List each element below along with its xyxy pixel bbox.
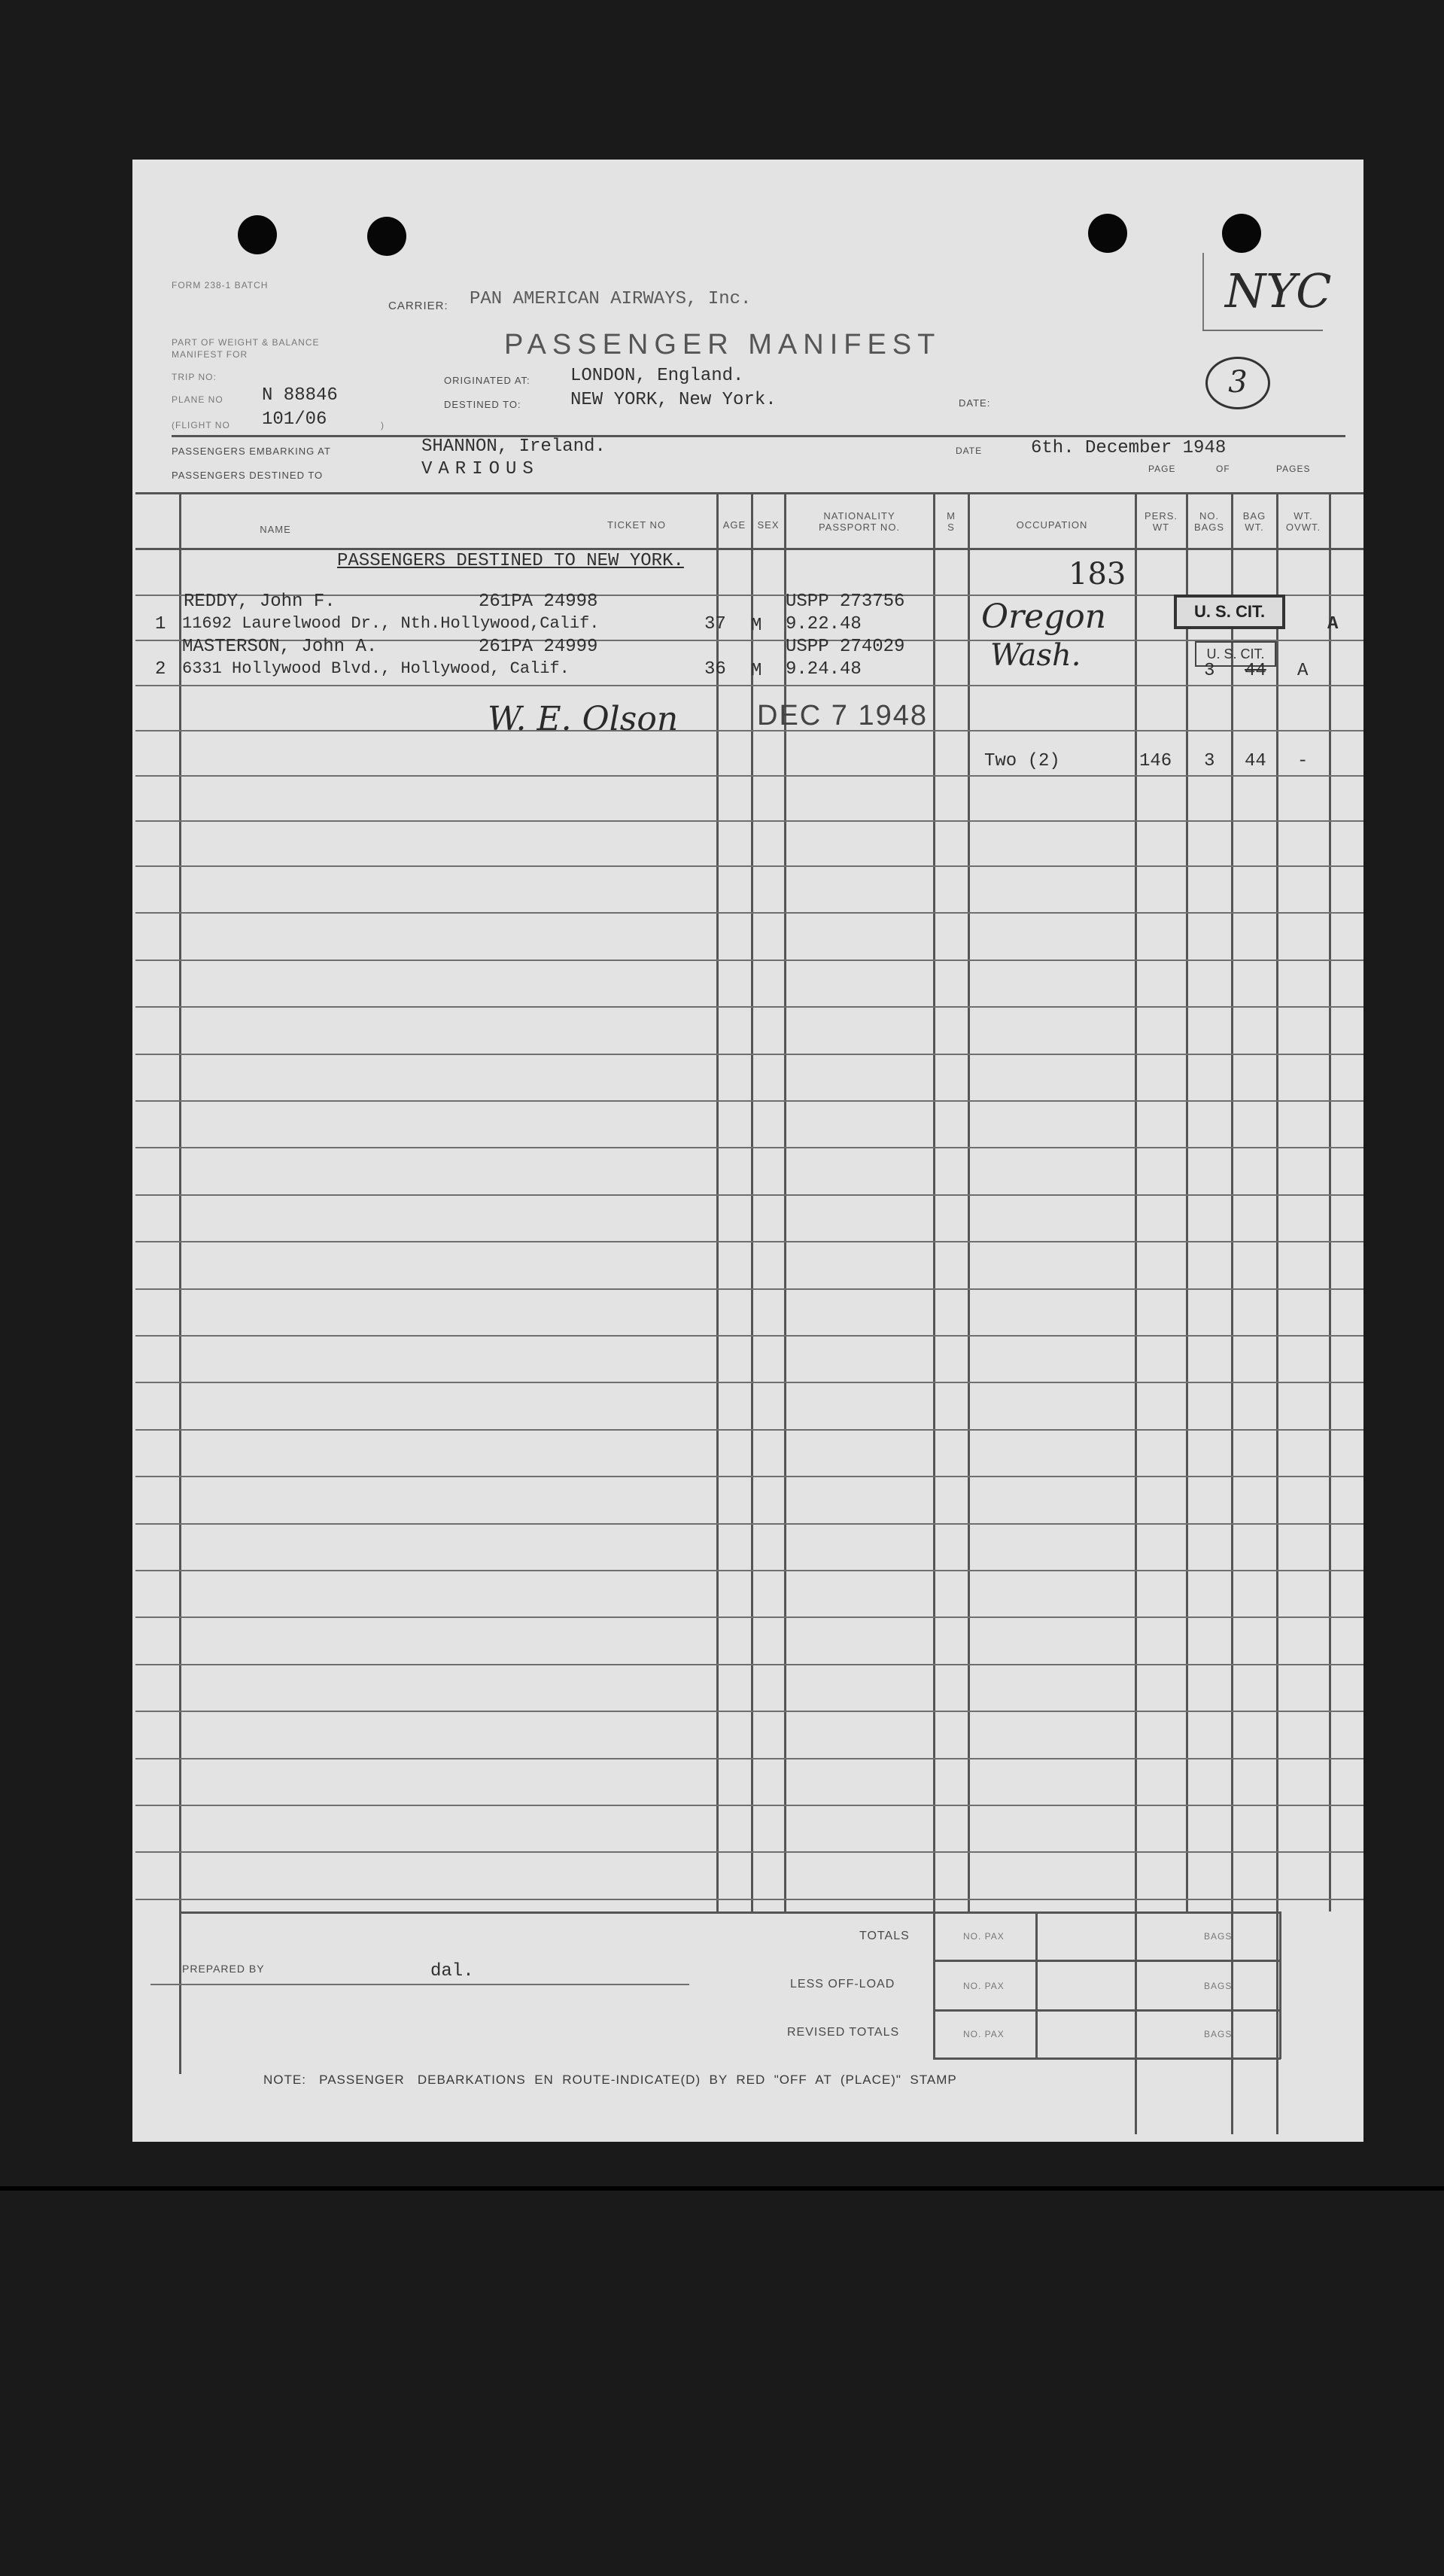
col-line	[1186, 492, 1188, 1911]
destined-value: NEW YORK, New York.	[570, 390, 777, 410]
total-pers-wt: 146	[1139, 751, 1172, 771]
total-bags: 3	[1204, 751, 1215, 771]
passenger-name: REDDY, John F.	[184, 592, 336, 612]
col-header-wt-ovwt-2: OVWT.	[1285, 522, 1321, 533]
totals-box-line	[933, 1911, 935, 2059]
col-header-ms-1: M	[947, 510, 956, 522]
row-rule	[135, 1288, 1363, 1290]
col-header-sex: SEX	[757, 519, 780, 531]
revised-totals-label: REVISED TOTALS	[787, 2026, 900, 2039]
total-ovwt: -	[1297, 751, 1309, 771]
total-passengers: Two (2)	[984, 751, 1060, 771]
passenger-ovwt: A	[1327, 614, 1339, 634]
of-label: OF	[1216, 464, 1230, 474]
row-rule	[135, 685, 1363, 686]
nyc-box-left	[1202, 253, 1204, 330]
row-rule	[135, 912, 1363, 914]
row-rule	[135, 960, 1363, 961]
destined-label: DESTINED TO:	[444, 399, 521, 410]
col-header-pers-wt	[1136, 510, 1186, 533]
totals-box-rule	[933, 2009, 1281, 2012]
flight-no-label: (FLIGHT NO	[172, 420, 230, 430]
passenger-passport: USPP 273756	[786, 592, 905, 612]
col-line	[1276, 492, 1278, 2134]
row-rule	[135, 1570, 1363, 1571]
col-line	[1135, 492, 1137, 2134]
row-rule	[135, 820, 1363, 822]
totals-box-line	[1035, 1911, 1038, 2059]
col-header-age: AGE	[722, 519, 746, 531]
signature: W. E. Olson	[488, 700, 679, 738]
row-rule	[135, 1805, 1363, 1806]
passenger-ticket: 261PA 24999	[479, 637, 598, 657]
row-rule	[135, 865, 1363, 867]
col-header-wt-ovwt-1: WT.	[1294, 510, 1313, 522]
col-header-occupation: OCCUPATION	[1016, 519, 1088, 531]
originated-value: LONDON, England.	[570, 366, 744, 386]
passenger-bag-wt: 44	[1245, 661, 1266, 681]
passenger-bags: 3	[1204, 661, 1215, 681]
col-header-name: NAME	[260, 524, 291, 535]
col-header-no-bags-1: NO.	[1199, 510, 1220, 522]
row-rule	[135, 1100, 1363, 1102]
carrier-label: CARRIER:	[388, 300, 448, 312]
totals-box-rule	[933, 1960, 1281, 1962]
col-header-wt-ovwt	[1278, 510, 1329, 533]
punch-hole	[1222, 214, 1261, 253]
col-header-bag-wt	[1233, 510, 1276, 533]
row-rule	[135, 1711, 1363, 1712]
passenger-age: 36	[704, 659, 726, 680]
prepared-by-value: dal.	[430, 1961, 474, 1981]
plane-no-label: PLANE NO	[172, 394, 223, 405]
col-line	[968, 492, 970, 1911]
col-header-bag-wt-1: BAG	[1242, 510, 1266, 522]
passenger-passport-date: 9.22.48	[786, 614, 862, 634]
passenger-address: 6331 Hollywood Blvd., Hollywood, Calif.	[182, 659, 570, 678]
col-line	[1329, 492, 1331, 1911]
row-rule	[135, 1006, 1363, 1008]
row-rule	[135, 1758, 1363, 1759]
col-header-nationality-1: NATIONALITY	[823, 510, 895, 522]
no-pax-label: NO. PAX	[963, 1981, 1005, 1991]
row-rule	[135, 775, 1363, 777]
date-stamp: DEC 7 1948	[757, 700, 929, 731]
row-rule	[135, 1899, 1363, 1900]
table-bottom-rule	[179, 1911, 1007, 1914]
embarking-label: PASSENGERS EMBARKING AT	[172, 446, 331, 457]
pages-label: PAGES	[1276, 464, 1311, 474]
col-header-no-bags-2: BAGS	[1193, 522, 1225, 533]
col-header-no-bags	[1187, 510, 1231, 533]
col-header-nationality-2: PASSPORT NO.	[818, 522, 901, 533]
destined-to-label: PASSENGERS DESTINED TO	[172, 470, 324, 481]
originated-label: ORIGINATED AT:	[444, 375, 530, 386]
bags-label: BAGS	[1204, 1931, 1233, 1942]
passenger-ticket: 261PA 24998	[479, 592, 598, 612]
row-rule	[135, 1664, 1363, 1665]
prepared-by-label: PREPARED BY	[182, 1963, 265, 1975]
punch-hole	[238, 215, 277, 254]
passenger-ovwt: A	[1297, 661, 1309, 681]
flight-no-value: 101/06	[262, 409, 327, 430]
handwritten-page-number: 3	[1205, 357, 1270, 409]
carrier-value: PAN AMERICAN AIRWAYS, Inc.	[470, 289, 752, 309]
col-header-ms-2: S	[947, 522, 955, 533]
col-header-bag-wt-2: WT.	[1245, 522, 1264, 533]
row-rule	[135, 1476, 1363, 1477]
row-rule	[135, 1616, 1363, 1618]
passenger-passport: USPP 274029	[786, 637, 905, 657]
date2-label: DATE	[956, 446, 983, 456]
no-pax-label: NO. PAX	[963, 1931, 1005, 1942]
manifest-document	[132, 160, 1363, 2142]
part-of-label-1: PART OF WEIGHT & BALANCE	[172, 337, 320, 348]
prepared-by-line	[150, 1984, 689, 1985]
column-header-rule	[135, 548, 1363, 550]
row-rule	[135, 1054, 1363, 1055]
table-top-rule	[135, 492, 1363, 494]
row-rule	[135, 1335, 1363, 1337]
passenger-address: 11692 Laurelwood Dr., Nth.Hollywood,Calif.	[182, 614, 600, 633]
page-label: PAGE	[1148, 464, 1176, 474]
date-label: DATE:	[959, 397, 991, 409]
totals-label: TOTALS	[859, 1930, 910, 1942]
col-line	[933, 492, 935, 1911]
passenger-number: 2	[155, 659, 166, 680]
row-rule	[135, 1429, 1363, 1431]
punch-hole	[367, 217, 406, 256]
passenger-name: MASTERSON, John A.	[182, 637, 378, 657]
handwritten-nyc: NYC	[1225, 263, 1332, 318]
trip-no-label: TRIP NO:	[172, 372, 217, 382]
col-header-ms	[935, 510, 968, 533]
us-citizen-stamp: U. S. CIT.	[1174, 595, 1285, 629]
nyc-box-bottom	[1202, 330, 1323, 331]
date2-value: 6th. December 1948	[1031, 438, 1227, 458]
no-pax-label: NO. PAX	[963, 2029, 1005, 2039]
total-bag-wt: 44	[1245, 751, 1266, 771]
section-heading: PASSENGERS DESTINED TO NEW YORK.	[337, 551, 684, 571]
col-header-ticket: TICKET NO	[606, 519, 667, 531]
row-rule	[135, 1194, 1363, 1196]
row-rule	[135, 1851, 1363, 1853]
totals-box-rule	[933, 1911, 1281, 1914]
totals-box-line	[1279, 1911, 1281, 2059]
punch-hole	[1088, 214, 1127, 253]
row-rule	[135, 1147, 1363, 1148]
row-rule	[135, 1382, 1363, 1383]
passenger-sex: M	[751, 661, 762, 681]
col-line	[716, 492, 719, 1911]
part-of-label-2: MANIFEST FOR	[172, 349, 248, 360]
passenger-occupation: Wash.	[990, 638, 1081, 673]
row-rule	[135, 1523, 1363, 1525]
row-rule	[135, 1241, 1363, 1242]
bags-label: BAGS	[1204, 2029, 1233, 2039]
col-header-pers-wt-1: PERS.	[1144, 510, 1178, 522]
passenger-age: 37	[704, 614, 726, 634]
form-number: FORM 238-1 BATCH	[172, 280, 269, 290]
handwritten-number: 183	[1069, 557, 1126, 592]
plane-no-value: N 88846	[262, 385, 338, 406]
flight-no-close: )	[381, 420, 385, 430]
passenger-number: 1	[155, 614, 166, 634]
destined-to-value: VARIOUS	[421, 459, 540, 479]
col-header-pers-wt-2: WT	[1152, 522, 1170, 533]
col-line	[751, 492, 753, 1911]
us-citizen-stamp: U. S. CIT.	[1195, 641, 1276, 667]
less-offload-label: LESS OFF-LOAD	[790, 1978, 895, 1991]
col-header-nationality	[786, 510, 933, 533]
passenger-occupation: Oregon	[981, 598, 1107, 636]
manifest-title: PASSENGER MANIFEST	[504, 329, 941, 360]
totals-box-rule	[933, 2057, 1281, 2060]
bags-label: BAGS	[1204, 1981, 1233, 1991]
passenger-passport-date: 9.24.48	[786, 659, 862, 680]
header-rule	[172, 435, 1345, 437]
col-line	[1231, 492, 1233, 2134]
passenger-sex: M	[751, 616, 762, 636]
embarking-value: SHANNON, Ireland.	[421, 436, 606, 457]
row-rule	[135, 730, 1363, 731]
footer-note: NOTE: PASSENGER DEBARKATIONS EN ROUTE-INDICATE(D) BY RED "OFF AT (PLACE)" STAMP	[263, 2073, 957, 2087]
